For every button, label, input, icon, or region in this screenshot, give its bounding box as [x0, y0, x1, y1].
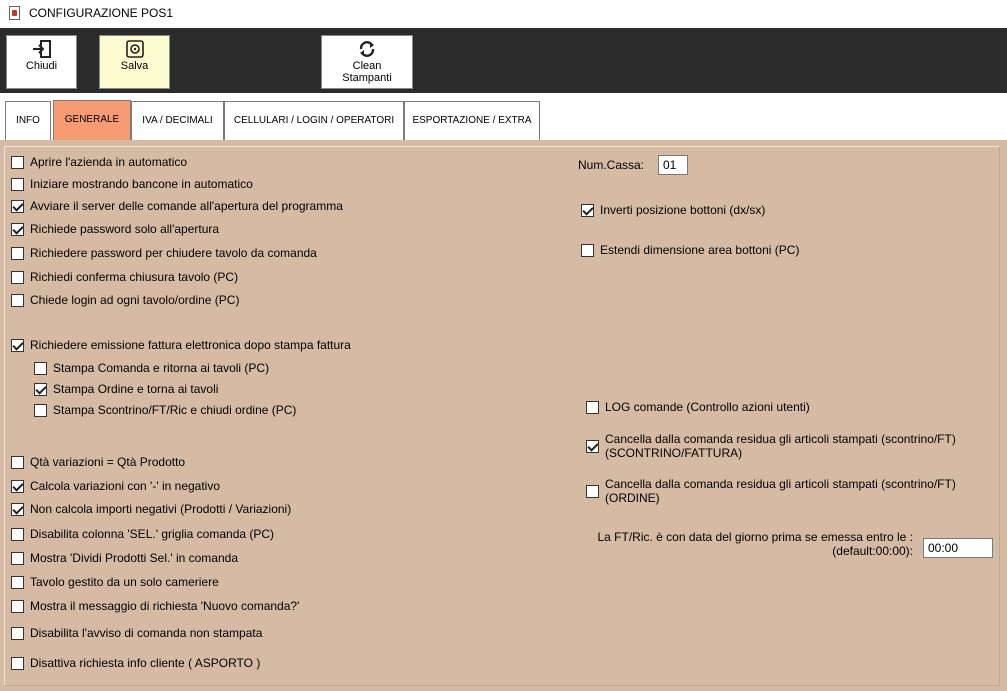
checkbox-box — [11, 156, 24, 169]
checkbox-box — [11, 600, 24, 613]
checkbox-box — [34, 383, 47, 396]
label-line2: (SCONTRINO/FATTURA) — [605, 446, 743, 460]
checkbox-label: Qtà variazioni = Qtà Prodotto — [30, 455, 186, 469]
checkbox-box — [11, 576, 24, 589]
label-line1: Cancella dalla comanda residua gli articoli stampati (scontrino/FT) — [605, 477, 956, 491]
checkbox-stampa-comanda[interactable] — [34, 360, 269, 376]
exit-icon — [31, 40, 53, 58]
salva-label: Salva — [120, 60, 149, 72]
clean-stampanti-button[interactable] — [321, 35, 413, 89]
checkbox-estendi-area[interactable] — [581, 242, 799, 258]
checkbox-label: Iniziare mostrando bancone in automatico — [30, 177, 253, 191]
checkbox-box — [11, 271, 24, 284]
checkbox-label: Tavolo gestito da un solo cameriere — [30, 575, 219, 589]
clean-label: Clean — [352, 60, 382, 72]
checkbox-label: Mostra il messaggio di richiesta 'Nuovo comanda?' — [30, 599, 300, 613]
tab-esportazione-extra[interactable]: ESPORTAZIONE / EXTRA — [404, 101, 540, 140]
checkbox-label: Richiedere emissione fattura elettronica dopo stampa fattura — [30, 338, 351, 352]
checkbox-box — [586, 485, 599, 498]
ft-time-input[interactable]: 00:00 — [923, 538, 993, 558]
window-title: CONFIGURAZIONE POS1 — [29, 6, 174, 20]
checkbox-stampa-ordine[interactable] — [34, 381, 218, 397]
checkbox-box — [11, 456, 24, 469]
checkbox-iniziare-bancone[interactable] — [11, 176, 253, 192]
checkbox-stampa-scontrino[interactable] — [34, 402, 296, 418]
checkbox-box — [11, 294, 24, 307]
checkbox-label: Disattiva richiesta info cliente ( ASPORTO ) — [30, 656, 261, 670]
label-line1: Cancella dalla comanda residua gli articoli stampati (scontrino/FT) — [605, 432, 956, 446]
checkbox-dividi-prodotti[interactable] — [11, 550, 238, 566]
checkbox-avviare-server[interactable] — [11, 198, 343, 214]
checkbox-aprire-azienda[interactable] — [11, 154, 187, 170]
checkbox-password-chiudere[interactable] — [11, 245, 317, 261]
checkbox-cancella-ordine[interactable] — [586, 476, 956, 506]
checkbox-label — [605, 477, 956, 505]
checkbox-box — [34, 362, 47, 375]
checkbox-importi-negativi[interactable] — [11, 501, 291, 517]
checkbox-box — [11, 657, 24, 670]
title-bar — [0, 0, 1007, 28]
tab-iva-decimali[interactable]: IVA / DECIMALI — [131, 101, 224, 140]
checkbox-box — [11, 223, 24, 236]
checkbox-box — [11, 178, 24, 191]
checkbox-disabilita-colonna-sel[interactable] — [11, 526, 274, 542]
checkbox-box — [581, 244, 594, 257]
app-icon — [9, 6, 20, 20]
checkbox-label: Stampa Ordine e torna ai tavoli — [53, 382, 219, 396]
checkbox-qta-variazioni[interactable] — [11, 454, 185, 470]
checkbox-label — [605, 432, 956, 460]
checkbox-label: Chiede login ad ogni tavolo/ordine (PC) — [30, 293, 240, 307]
checkbox-box — [11, 528, 24, 541]
checkbox-messaggio-nuovo-comanda[interactable] — [11, 598, 299, 614]
checkbox-label: Calcola variazioni con '-' in negativo — [30, 479, 221, 493]
checkbox-calcola-variazioni[interactable] — [11, 478, 220, 494]
checkbox-box — [11, 247, 24, 260]
checkbox-label: LOG comande (Controllo azioni utenti) — [605, 400, 810, 414]
checkbox-box — [11, 480, 24, 493]
checkbox-label: Estendi dimensione area bottoni (PC) — [600, 243, 800, 257]
checkbox-box — [11, 627, 24, 640]
checkbox-box — [586, 440, 599, 453]
checkbox-label: Stampa Comanda e ritorna ai tavoli (PC) — [53, 361, 270, 375]
checkbox-password-apertura[interactable] — [11, 221, 219, 237]
salva-button[interactable] — [99, 35, 170, 89]
num-cassa-label: Num.Cassa: — [578, 158, 645, 172]
ft-data-label — [560, 530, 913, 558]
disk-icon — [124, 40, 146, 58]
checkbox-label: Stampa Scontrino/FT/Ric e chiudi ordine (PC) — [53, 403, 297, 417]
refresh-icon — [356, 40, 378, 58]
checkbox-avviso-non-stampata[interactable] — [11, 625, 262, 641]
ft-label-line1: La FT/Ric. è con data del giorno prima se emessa entro le : — [597, 530, 913, 544]
checkbox-box — [11, 552, 24, 565]
label-line2: (ORDINE) — [605, 491, 660, 505]
checkbox-box — [581, 204, 594, 217]
toolbar — [0, 28, 1007, 93]
checkbox-label: Avviare il server delle comande all'apertura del programma — [30, 199, 343, 213]
checkbox-info-cliente-asporto[interactable] — [11, 655, 260, 671]
tab-generale[interactable]: GENERALE — [53, 100, 131, 140]
checkbox-label: Aprire l'azienda in automatico — [30, 155, 188, 169]
checkbox-label: Richiedi conferma chiusura tavolo (PC) — [30, 270, 239, 284]
chiudi-button[interactable] — [6, 35, 77, 89]
checkbox-label: Mostra 'Dividi Prodotti Sel.' in comanda — [30, 551, 239, 565]
stampanti-label: Stampanti — [342, 72, 392, 84]
checkbox-label: Richiedere password per chiudere tavolo da comanda — [30, 246, 317, 260]
chiudi-label: Chiudi — [25, 60, 58, 72]
checkbox-cancella-scontrino[interactable] — [586, 431, 956, 461]
checkbox-inverti-bottoni[interactable] — [581, 202, 765, 218]
num-cassa-input[interactable]: 01 — [658, 155, 688, 175]
checkbox-box — [11, 503, 24, 516]
checkbox-tavolo-cameriere[interactable] — [11, 574, 219, 590]
checkbox-conferma-chiusura[interactable] — [11, 269, 238, 285]
tab-cellulari-login-operatori[interactable]: CELLULARI / LOGIN / OPERATORI — [224, 101, 404, 140]
checkbox-box — [586, 401, 599, 414]
checkbox-box — [11, 200, 24, 213]
checkbox-label: Richiede password solo all'apertura — [30, 222, 220, 236]
checkbox-label: Disabilita colonna 'SEL.' griglia comanda (PC) — [30, 527, 275, 541]
tab-info[interactable]: INFO — [5, 101, 51, 140]
checkbox-login-tavolo[interactable] — [11, 292, 239, 308]
checkbox-box — [34, 404, 47, 417]
checkbox-fattura-elettronica[interactable] — [11, 337, 351, 353]
ft-label-line2: (default:00:00): — [832, 544, 913, 558]
checkbox-log-comande[interactable] — [586, 399, 810, 415]
checkbox-box — [11, 339, 24, 352]
checkbox-label: Inverti posizione bottoni (dx/sx) — [600, 203, 766, 217]
checkbox-label: Disabilita l'avviso di comanda non stampata — [30, 626, 263, 640]
checkbox-label: Non calcola importi negativi (Prodotti / Variazioni) — [30, 502, 292, 516]
